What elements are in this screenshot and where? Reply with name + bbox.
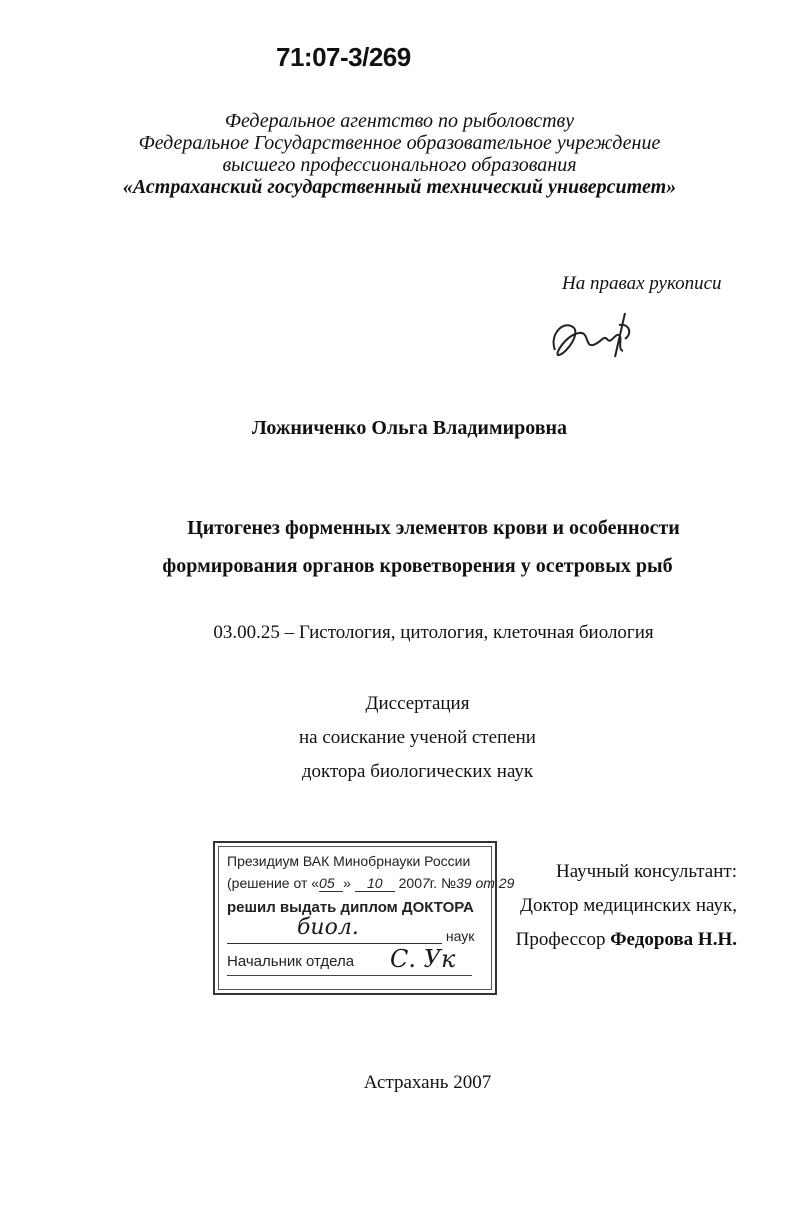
stamp-field-underline (227, 915, 442, 944)
header-agency: Федеральное агентство по рыболовству (224, 110, 575, 132)
title-line-1: Цитогенез форменных элементов крови и особенности (187, 517, 680, 539)
vak-stamp (213, 841, 515, 995)
stamp-field-hand: биол. (297, 915, 359, 940)
stamp-line-decision (227, 875, 514, 892)
stamp-signature-rule (227, 975, 472, 976)
degree-field: доктора биологических наук (301, 761, 534, 782)
stamp-g-no: г. № (429, 875, 456, 891)
stamp-field-suffix: наук (445, 928, 475, 944)
consultant-name-line (516, 929, 737, 951)
stamp-line-field (227, 915, 482, 944)
degree-sought: на соискание ученой степени (299, 727, 536, 748)
consultant-degree: Доктор медицинских наук, (520, 895, 737, 916)
stamp-line-presidium: Президиум ВАК Минобрнауки России (227, 853, 471, 869)
city-year: Астрахань 2007 (363, 1072, 492, 1093)
title-line-2: формирования органов кроветворения у осетровых рыб (162, 555, 673, 577)
catalog-number: 71:07-3/269 (276, 42, 411, 72)
stamp-number: 39 от 29 (455, 875, 515, 891)
consultant-label: Научный консультант: (555, 861, 737, 882)
stamp-chief-signature: С. Ук (390, 945, 456, 973)
rights-note: На правах рукописи (562, 273, 722, 294)
stamp-month: 10 (355, 875, 395, 892)
author-name: Ложниченко Ольга Владимировна (251, 417, 568, 439)
consultant-title: Профессор (515, 929, 606, 950)
consultant-name: Федорова Н.Н. (610, 929, 737, 950)
stamp-sep: » (343, 875, 351, 891)
stamp-line-decision-doctor: решил выдать диплом ДОКТОРА (227, 899, 474, 916)
author-signature (545, 305, 640, 365)
stamp-line-chief: Начальник отдела (227, 953, 355, 970)
header-university: «Астраханский государственный технический университет» (122, 176, 677, 198)
stamp-year-prefix: 200 (398, 875, 422, 891)
specialty: 03.00.25 – Гистология, цитология, клеточная биология (213, 622, 654, 643)
stamp-year-digit: 7 (421, 875, 430, 891)
stamp-decision-prefix: (решение от « (227, 875, 320, 891)
header-education: высшего профессионального образования (222, 154, 577, 176)
stamp-day: 05 (319, 875, 343, 892)
header-institution-type: Федеральное Государственное образовательное учреждение (138, 132, 661, 154)
dissertation-label: Диссертация (365, 693, 470, 714)
